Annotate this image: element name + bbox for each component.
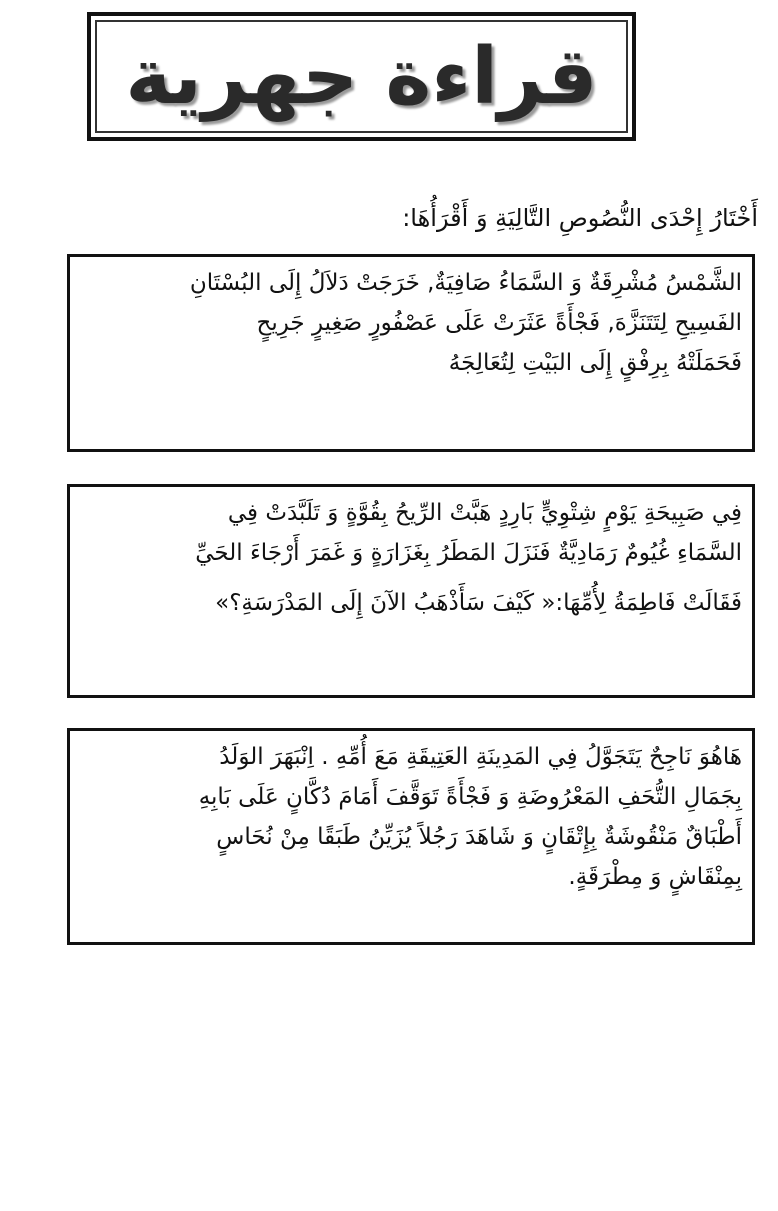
page-title: قراءة جهرية (125, 31, 598, 122)
reading-passage-2 (67, 484, 755, 698)
reading-passage-1 (67, 254, 755, 452)
passage-line: هَاهُوَ نَاجِحٌ يَتَجَوَّلُ فِي المَدِينَةِ العَتِيقَةِ مَعَ أُمِّهِ . اِنْبَهَرَ الوَلَدُ (219, 744, 742, 770)
passage-line: الشَّمْسُ مُشْرِقَةٌ وَ السَّمَاءُ صَافِيَةٌ, خَرَجَتْ دَلاَلُ إِلَى البُسْتَانِ (189, 270, 742, 296)
reading-passage-3 (67, 728, 755, 945)
passage-line: بِجَمَالِ التُّحَفِ المَعْرُوضَةِ وَ فَجْأَةً تَوَقَّفَ أَمَامَ دُكَّانٍ عَلَى بَابِهِ (198, 784, 742, 810)
title-inner-frame (95, 20, 628, 133)
passage-line: السَّمَاءِ غُيُومٌ رَمَادِيَّةٌ فَنَزَلَ المَطَرُ بِغَزَارَةٍ وَ غَمَرَ أَرْجَاءَ الحَيِّ (195, 540, 742, 566)
passage-line: بِمِنْقَاشٍ وَ مِطْرَقَةٍ. (568, 864, 742, 890)
instruction-text: أَخْتَارُ إِحْدَى النُّصُوصِ التَّالِيَةِ وَ أَقْرَأُهَا: (402, 204, 758, 232)
passage-line: فَحَمَلَتْهُ بِرِفْقٍ إِلَى البَيْتِ لِتُعَالِجَهُ (448, 350, 742, 376)
passage-line: أَطْبَاقٌ مَنْقُوشَةٌ بِإِتْقَانٍ وَ شَاهَدَ رَجُلاً يُزَيِّنُ طَبَقًا مِنْ نُحَاسٍ (216, 824, 742, 850)
passage-line: الفَسِيحِ لِتَتَنَزَّهَ, فَجْأَةً عَثَرَتْ عَلَى عَصْفُورٍ صَغِيرٍ جَرِيحٍ (256, 310, 742, 336)
passage-line: فِي صَبِيحَةِ يَوْمٍ شِتْوِيٍّ بَارِدٍ هَبَّتْ الرِّيحُ بِقُوَّةٍ وَ تَلَبَّدَتْ فِي (227, 500, 742, 526)
title-frame (87, 12, 636, 141)
passage-line: فَقَالَتْ فَاطِمَةُ لِأُمِّهَا:« كَيْفَ سَأَذْهَبُ الآنَ إِلَى المَدْرَسَةِ؟» (215, 590, 742, 616)
